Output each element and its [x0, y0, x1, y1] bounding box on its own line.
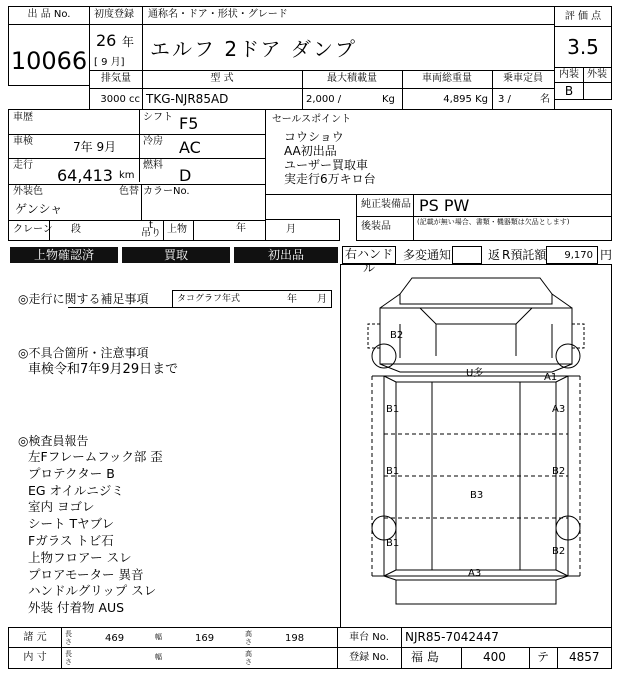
aftermarket-label: 後装品 [361, 221, 391, 232]
chassis-label: 車台 No. [349, 632, 389, 643]
upper-month-box [265, 219, 340, 241]
equipment-box [356, 194, 612, 241]
sales-point-line: ユーザー買取車 [284, 158, 369, 172]
multi-notice-label: 多変通知 [403, 248, 452, 262]
inspector-line: ハンドルグリップ スレ [28, 583, 157, 599]
grade-box [554, 6, 612, 100]
buyout-badge: 買取 [122, 247, 230, 263]
first-reg-year: 26 [96, 31, 117, 50]
upper-month: 月 [286, 224, 296, 235]
damage-mark: B1 [386, 538, 400, 549]
vehicle-info-box [8, 109, 266, 241]
overall-grade: 3.5 [567, 35, 599, 59]
title-box [89, 6, 555, 71]
crane-ton: t [149, 220, 153, 231]
sales-point-line: 実走行6万キロ台 [284, 172, 376, 186]
tacho-month: 月 [317, 294, 327, 305]
tacho-label: タコグラフ年式 [177, 294, 241, 304]
inspector-line: 上物フロアー スレ [28, 549, 132, 565]
defect-text: 車検令和7年9月29日まで [28, 362, 179, 377]
interior-length-label: 長さ [65, 650, 72, 666]
tacho-year: 年 [287, 294, 297, 305]
fuel: D [179, 166, 192, 185]
mileage-unit: km [119, 170, 135, 181]
inspector-line: プロアモーター 異音 [28, 566, 144, 582]
chassis-number: NJR85-7042447 [405, 630, 499, 644]
gross-weight: 4,895 Kg [443, 94, 488, 105]
cancel-label: 返 [488, 248, 501, 262]
yen-label: 円 [600, 248, 613, 262]
width-label: 幅 [155, 633, 162, 641]
sales-points-box [265, 109, 612, 195]
specs-box [89, 70, 555, 110]
damage-mark: B2 [552, 546, 566, 557]
damage-mark: U多 [466, 368, 484, 379]
r-fee-box [546, 246, 598, 264]
max-load-label: 最大積載量 [327, 73, 377, 84]
sales-point-line: AA初出品 [284, 144, 337, 158]
damage-mark: B1 [386, 404, 400, 415]
interior-width-label: 幅 [155, 653, 162, 661]
damage-mark: B2 [552, 466, 566, 477]
fuel-label: 燃料 [143, 160, 163, 171]
rhd-label: 右ハンドル [344, 247, 393, 275]
r-fee-label: R預託額 [502, 248, 547, 262]
displacement: 3000 cc [100, 94, 140, 105]
lot-no-label: 出 品 No. [27, 9, 71, 20]
inspector-title: ◎検査員報告 [18, 434, 89, 448]
exterior-label: 外装 [587, 69, 607, 80]
tacho-box [172, 290, 332, 308]
color-no-label: カラーNo. [143, 186, 190, 197]
vehicle-name: エルフ 2ドア ダンプ [150, 37, 358, 61]
sales-points-label: セールスポイント [272, 114, 352, 125]
model: TKG-NJR85AD [146, 92, 229, 106]
genuine-equipment: PS PW [419, 196, 470, 215]
multi-notice-box [452, 246, 482, 264]
upper-label: 上物 [167, 224, 187, 235]
capacity: 3 / [498, 94, 511, 105]
registration-kana: テ [537, 650, 550, 664]
r-fee: 9,170 [564, 250, 593, 261]
ext-color: ゲンシャ [15, 202, 63, 216]
year-unit: 年 [122, 35, 135, 49]
inspector-report [28, 449, 163, 617]
grade-label: 評 価 点 [564, 11, 602, 22]
registration-class: 400 [483, 650, 506, 664]
defect-title: ◎不具合箇所・注意事項 [18, 346, 149, 360]
registration-label: 登録 No. [349, 652, 389, 663]
inspector-line: 室内 ヨゴレ [28, 499, 95, 515]
damage-mark: A1 [544, 372, 558, 383]
sales-point-line: コウショウ [284, 130, 344, 144]
width: 169 [195, 633, 215, 644]
length: 469 [105, 633, 125, 644]
crane-hang: 吊り [141, 228, 161, 239]
interior-label: 内装 [559, 69, 579, 80]
interior-height-label: 高さ [245, 650, 252, 666]
damage-mark: A3 [552, 404, 566, 415]
history-label: 車歴 [13, 112, 33, 123]
shift-label: シフト [143, 112, 173, 123]
model-label: 型 式 [210, 73, 234, 84]
shift: F5 [179, 114, 199, 133]
lot-number: 10066 [10, 47, 88, 75]
damage-mark: B2 [390, 330, 404, 341]
damage-diagram [340, 264, 612, 628]
rhd-box [342, 246, 396, 275]
bottom-table [8, 627, 612, 669]
first-reg-label: 初度登録 [94, 9, 134, 20]
first-listing-badge: 初出品 [234, 247, 338, 263]
dims-label: 諸 元 [23, 632, 47, 643]
capacity-unit: 名 [540, 94, 550, 105]
travel-title: ◎走行に関する補足事項 [18, 292, 149, 306]
inspector-line: シート Tヤブレ [28, 516, 115, 532]
upper-year: 年 [236, 223, 246, 234]
displacement-label: 排気量 [101, 73, 131, 84]
mileage-label: 走行 [13, 160, 33, 171]
inspector-line: 左Fフレームフック部 歪 [28, 449, 163, 464]
damage-mark: B3 [470, 490, 484, 501]
damage-mark: B1 [386, 466, 400, 477]
inspector-line: プロテクター B [28, 465, 115, 481]
color-change-label: 色替 [119, 186, 139, 197]
genuine-label: 純正装備品 [361, 199, 411, 210]
lot-number-box [8, 6, 90, 86]
inspector-line: Fガラス トビ石 [28, 532, 114, 548]
upper-confirmed-badge: 上物確認済 [10, 247, 118, 263]
max-load: 2,000 / [306, 94, 342, 105]
name-label: 通称名・ドア・形状・グレード [148, 9, 288, 20]
inspector-line: 外装 付着物 AUS [28, 600, 125, 616]
ac-label: 冷房 [143, 136, 163, 147]
crane-steps: 段 [71, 224, 81, 235]
crane-label: クレーン [13, 224, 53, 235]
length-label: 長さ [65, 630, 72, 646]
height-label: 高さ [245, 630, 252, 646]
ac: AC [179, 138, 201, 157]
inspector-line: EG オイルニジミ [28, 482, 124, 498]
aftermarket-note: (記載が無い場合、書類・機器類は欠品とします) [417, 218, 570, 226]
inspection: 7年 9月 [73, 140, 117, 154]
ext-color-label: 外装色 [13, 186, 43, 197]
height: 198 [285, 633, 305, 644]
damage-mark: A3 [468, 568, 482, 579]
inspection-label: 車検 [13, 136, 33, 147]
gross-weight-label: 車両総重量 [422, 73, 472, 84]
mileage: 64,413 [57, 166, 113, 185]
registration-area: 福 島 [411, 650, 439, 664]
capacity-label: 乗車定員 [503, 73, 543, 84]
interior-grade: B [564, 84, 574, 98]
first-reg-month: [ 9 月] [94, 57, 125, 68]
interior-dims-label: 内 寸 [23, 652, 47, 663]
registration-number: 4857 [569, 650, 600, 664]
max-load-unit: Kg [382, 94, 395, 105]
